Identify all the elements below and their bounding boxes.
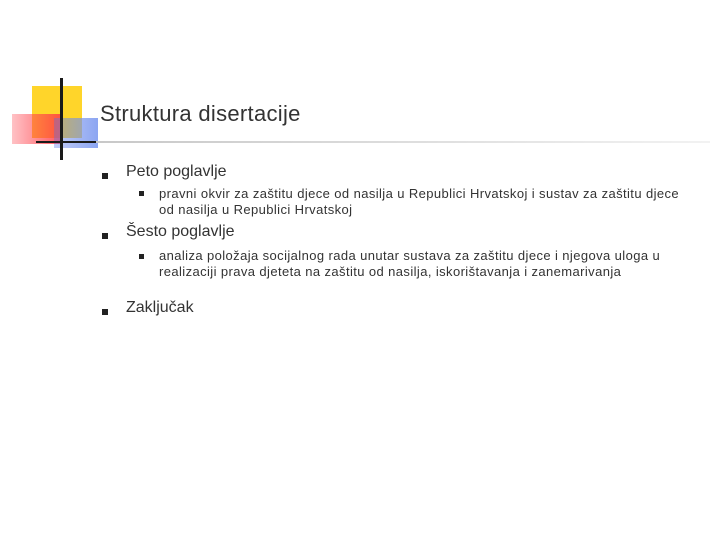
sub-bullet-icon xyxy=(139,254,144,259)
list-item-label: Peto poglavlje xyxy=(126,163,227,180)
sub-item-text: analiza položaja socijalnog rada unutar sustava za zaštitu djece i njegova uloga u realizaciji prava djeteta na zaštitu od nasilja, iskorištavanja i zanemarivanja xyxy=(159,248,661,279)
logo-vertical-line xyxy=(60,78,63,160)
bullet-icon xyxy=(102,173,108,179)
list-item-label: Šesto poglavlje xyxy=(126,223,235,240)
sub-bullet-icon xyxy=(139,191,144,196)
slide-title: Struktura disertacije xyxy=(100,101,301,126)
title-divider xyxy=(96,141,710,143)
sub-item-text: pravni okvir za zaštitu djece od nasilja u Republici Hrvatskoj i sustav za zaštitu djece od nasilja u Republici Hrvatskoj xyxy=(159,186,680,217)
logo-red-block xyxy=(12,114,60,144)
bullet-icon xyxy=(102,233,108,239)
logo-horizontal-line xyxy=(36,141,96,143)
list-item-label: Zaključak xyxy=(126,299,194,316)
bullet-icon xyxy=(102,309,108,315)
